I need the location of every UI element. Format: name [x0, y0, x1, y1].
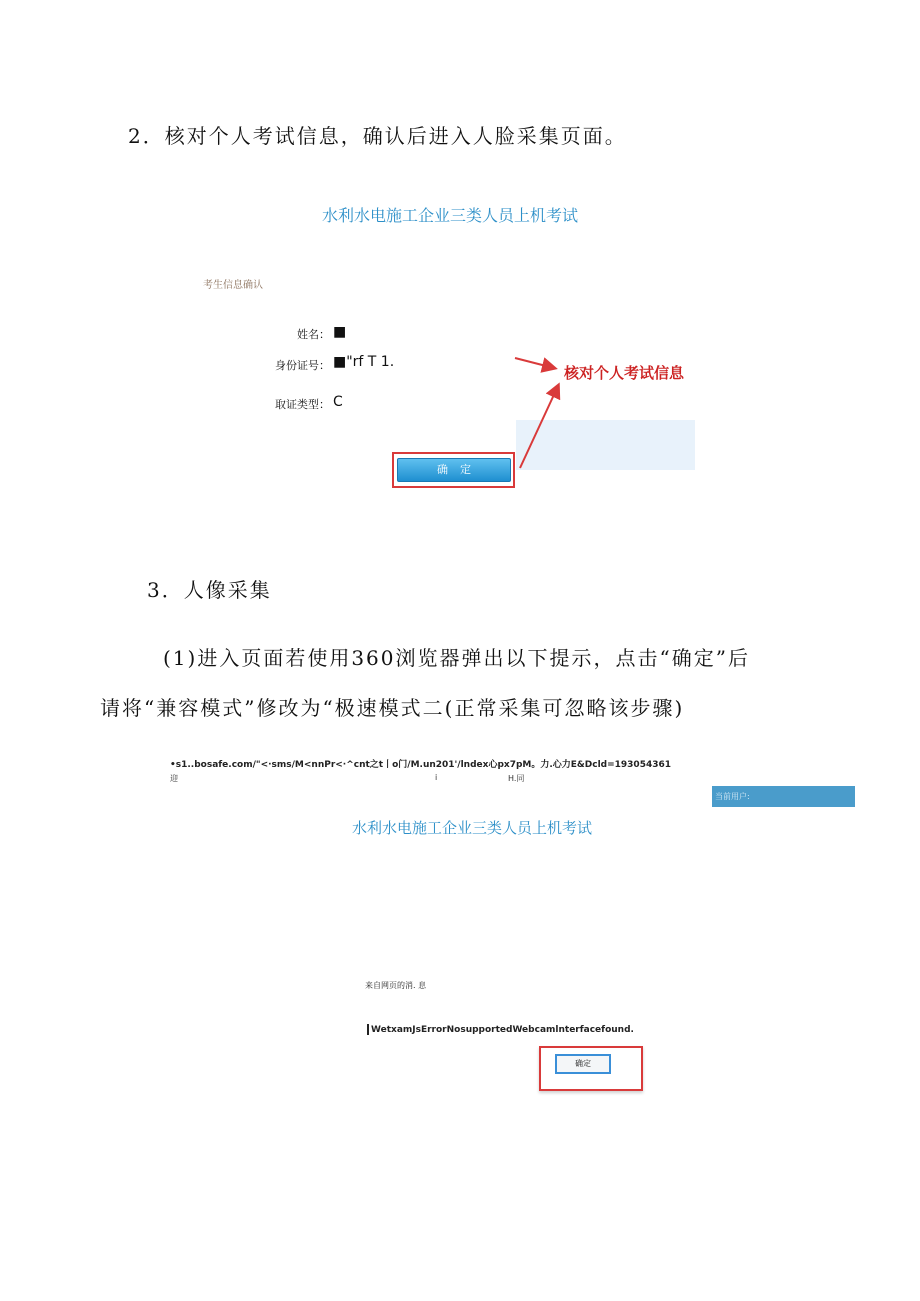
- step2-heading: 2．核对个人考试信息，确认后进入人脸采集页面。: [128, 124, 627, 148]
- dialog-icon-bar: [367, 1024, 369, 1035]
- current-user-bar: 当前用户:: [712, 786, 855, 807]
- annotation-label: 核对个人考试信息: [564, 364, 685, 382]
- id-number-value: ■"rf T 1.: [333, 354, 395, 370]
- dialog-message: WetxamJsErrorNosupportedWebcamlnterfacefound.: [371, 1025, 634, 1035]
- cert-type-value: C: [333, 394, 343, 410]
- dialog-title: 来自网页的消. 息: [365, 981, 427, 990]
- step3-heading: 3．人像采集: [147, 578, 272, 602]
- arrow-from-button: [520, 386, 558, 468]
- address-bar-text: •s1..bosafe.com/"<·sms/M<nnPr<·^cnt之t丨o门/M.un201'/lndex心px7pM。力.心力E&Dcld=193054361: [170, 760, 671, 770]
- step3-paragraph-line2: 请将“兼容模式”修改为“极速模式二(正常采集可忽略该步骤): [100, 696, 685, 720]
- id-number-label: 身份证号：: [275, 359, 330, 372]
- toolbar-right-text: H.同: [508, 774, 525, 783]
- toolbar-mid-text: i: [435, 773, 438, 782]
- annotation-arrows: [510, 350, 570, 480]
- cert-type-label: 取证类型：: [275, 398, 330, 411]
- system-title: 水利水电施工企业三类人员上机考试: [322, 206, 579, 225]
- confirm-button[interactable]: 确定: [397, 458, 511, 482]
- system-title-2: 水利水电施工企业三类人员上机考试: [352, 819, 593, 837]
- step3-paragraph-line1: (1)进入页面若使用360浏览器弹出以下提示，点击“确定”后: [163, 646, 750, 670]
- name-value: ■: [333, 324, 347, 340]
- toolbar-left-text: 迎: [170, 774, 178, 783]
- dialog-ok-button[interactable]: 确定: [555, 1054, 611, 1074]
- name-label: 姓名：: [297, 328, 330, 341]
- info-confirm-subtitle: 考生信息确认: [203, 280, 263, 291]
- arrow-to-label: [515, 358, 554, 368]
